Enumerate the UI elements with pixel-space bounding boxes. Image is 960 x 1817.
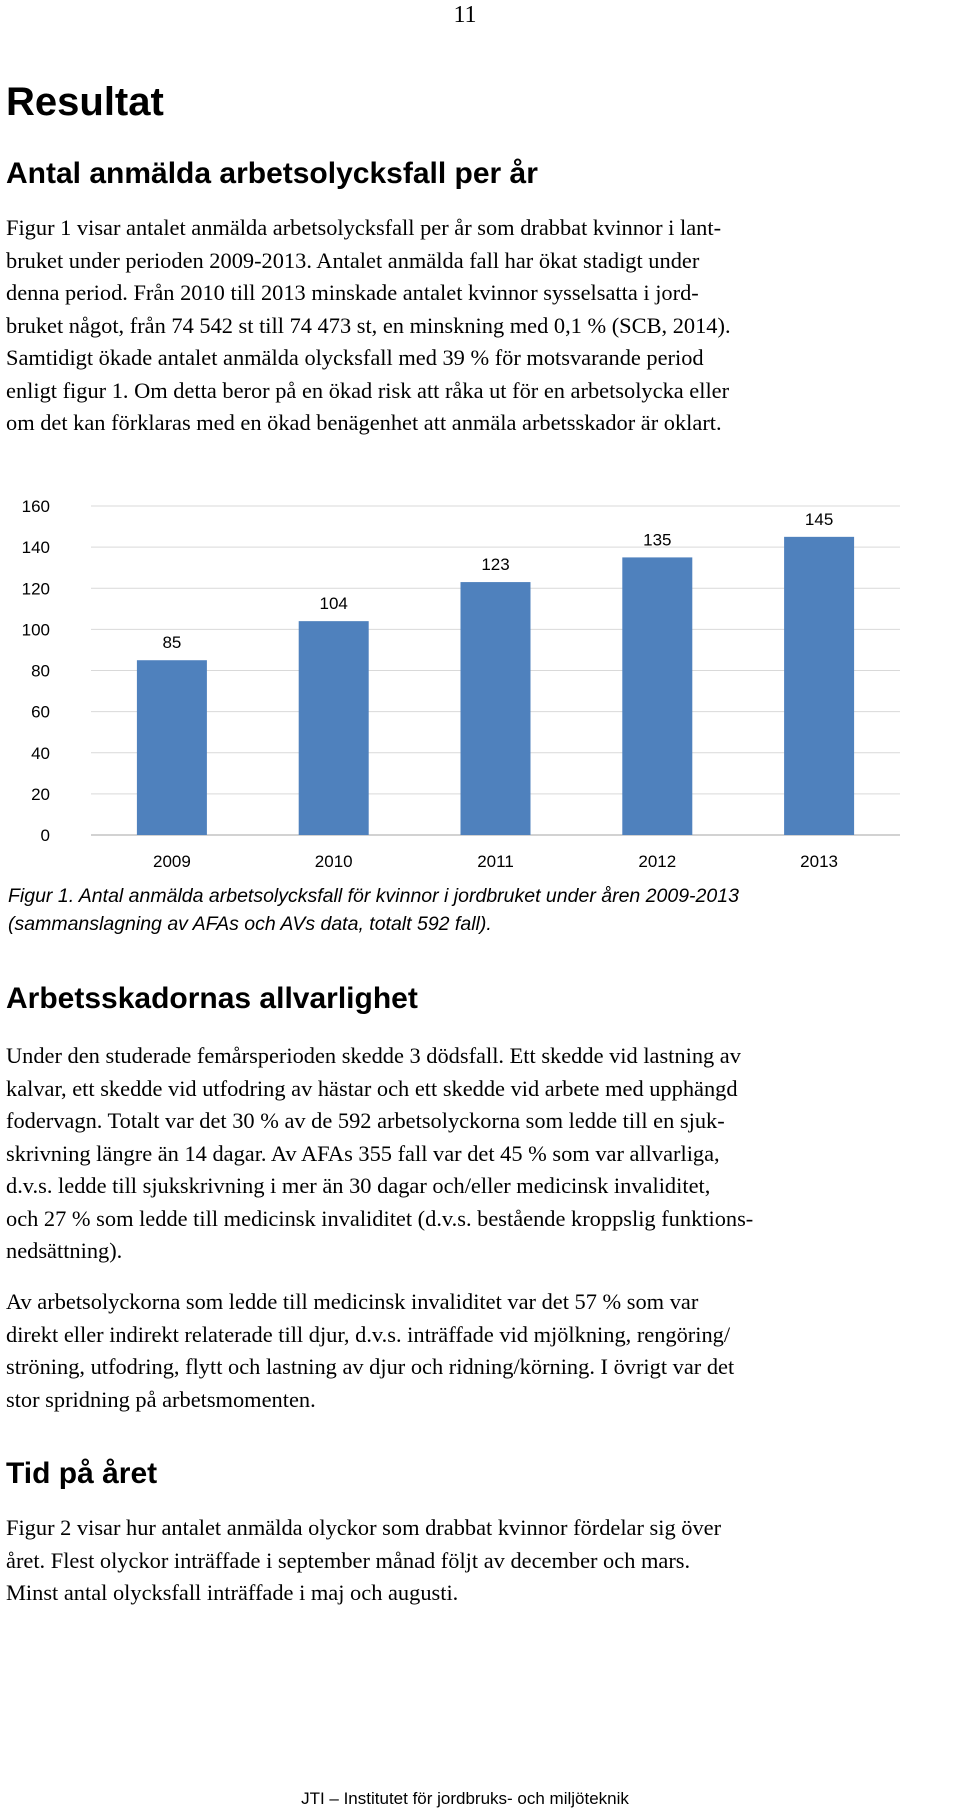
- page-title: Resultat: [6, 80, 164, 124]
- y-tick-label: 80: [31, 661, 50, 681]
- text-line: ströning, utfodring, flytt och lastning av djur och ridning/körning. I övrigt var det: [6, 1354, 735, 1379]
- text-line: Under den studerade femårsperioden skedde 3 dödsfall. Ett skedde vid lastning av: [6, 1043, 741, 1068]
- y-tick-label: 20: [31, 784, 50, 804]
- paragraph-accidents-per-year: [6, 212, 936, 440]
- figure-caption: [8, 882, 739, 938]
- text-line: Av arbetsolyckorna som ledde till medicinsk invaliditet var det 57 % som var: [6, 1289, 699, 1314]
- paragraph-severity-2: [6, 1286, 936, 1416]
- x-tick-label: 2010: [314, 852, 353, 871]
- y-tick-label: 120: [21, 579, 50, 599]
- bar: [784, 537, 854, 835]
- section-heading-time-of-year: Tid på året: [6, 1457, 158, 1490]
- text-line: stor spridning på arbetsmomenten.: [6, 1386, 316, 1412]
- x-tick-label: 2009: [152, 852, 191, 871]
- text-line: bruket under perioden 2009-2013. Antalet anmälda fall har ökat stadigt under: [6, 247, 700, 273]
- text-line: Minst antal olycksfall inträffade i maj och augusti.: [6, 1580, 459, 1605]
- y-tick-label: 0: [40, 826, 50, 845]
- text-line: skrivning längre än 14 dagar. Av AFAs 355 fall var det 45 % som var allvarliga,: [6, 1140, 720, 1166]
- text-line: Figur 1 visar antalet anmälda arbetsolycksfall per år som drabbat kvinnor i lant-: [6, 215, 722, 240]
- text-line: denna period. Från 2010 till 2013 minskade antalet kvinnor sysselsatta i jord-: [6, 280, 699, 305]
- data-label: 135: [643, 530, 672, 550]
- paragraph-severity-1: [6, 1040, 936, 1268]
- text-line: kalvar, ett skedde vid utfodring av hästar och ett skedde vid arbete med upphängd: [6, 1075, 738, 1101]
- bar: [137, 660, 207, 835]
- x-tick-label: 2013: [800, 852, 839, 871]
- bar: [622, 557, 692, 835]
- section-heading-accidents-per-year: Antal anmälda arbetsolycksfall per år: [6, 157, 538, 190]
- text-line: Figur 2 visar hur antalet anmälda olyckor som drabbat kvinnor fördelar sig över: [6, 1515, 722, 1540]
- y-tick-label: 100: [21, 620, 50, 640]
- x-tick-label: 2012: [638, 852, 677, 871]
- text-line: enligt figur 1. Om detta beror på en ökad risk att råka ut för en arbetsolycka eller: [6, 377, 730, 403]
- data-label: 145: [804, 509, 834, 529]
- x-tick-label: 2011: [477, 852, 514, 871]
- text-line: fodervagn. Totalt var det 30 % av de 592 arbetsolyckorna som ledde till en sjuk-: [6, 1108, 725, 1133]
- accidents-bar-chart: [0, 490, 960, 880]
- y-tick-label: 140: [21, 538, 50, 558]
- y-tick-label: 40: [31, 743, 50, 763]
- text-line: året. Flest olyckor inträffade i september månad följt av december och mars.: [6, 1547, 691, 1573]
- text-line: bruket något, från 74 542 st till 74 473 st, en minskning med 0,1 % (SCB, 2014).: [6, 312, 731, 338]
- data-label: 104: [319, 594, 348, 614]
- page-footer: JTI – Institutet för jordbruks- och miljöteknik: [301, 1789, 629, 1808]
- y-tick-label: 160: [21, 497, 50, 516]
- text-line: d.v.s. ledde till sjukskrivning i mer än 30 dagar och/eller medicinsk invaliditet,: [6, 1173, 711, 1198]
- page-number: 11: [453, 2, 477, 28]
- section-heading-severity: Arbetsskadornas allvarlighet: [6, 982, 418, 1015]
- bar: [461, 582, 531, 835]
- paragraph-time-of-year: [6, 1512, 936, 1610]
- bar: [299, 621, 369, 835]
- data-label: 85: [162, 633, 182, 653]
- text-line: om det kan förklaras med en ökad benägenhet att anmäla arbetsskador är oklart.: [6, 410, 722, 435]
- caption-line: Figur 1. Antal anmälda arbetsolycksfall för kvinnor i jordbruket under åren 2009-2013: [8, 885, 739, 907]
- text-line: direkt eller indirekt relaterade till djur, d.v.s. inträffade vid mjölkning, rengöring/: [6, 1321, 731, 1347]
- text-line: och 27 % som ledde till medicinsk invaliditet (d.v.s. bestående kroppslig funktions-: [6, 1205, 754, 1231]
- data-label: 123: [481, 555, 510, 575]
- text-line: nedsättning).: [6, 1238, 123, 1263]
- caption-line: (sammanslagning av AFAs och AVs data, totalt 592 fall).: [8, 913, 492, 935]
- y-tick-label: 60: [31, 702, 50, 722]
- text-line: Samtidigt ökade antalet anmälda olycksfall med 39 % för motsvarande period: [6, 345, 704, 370]
